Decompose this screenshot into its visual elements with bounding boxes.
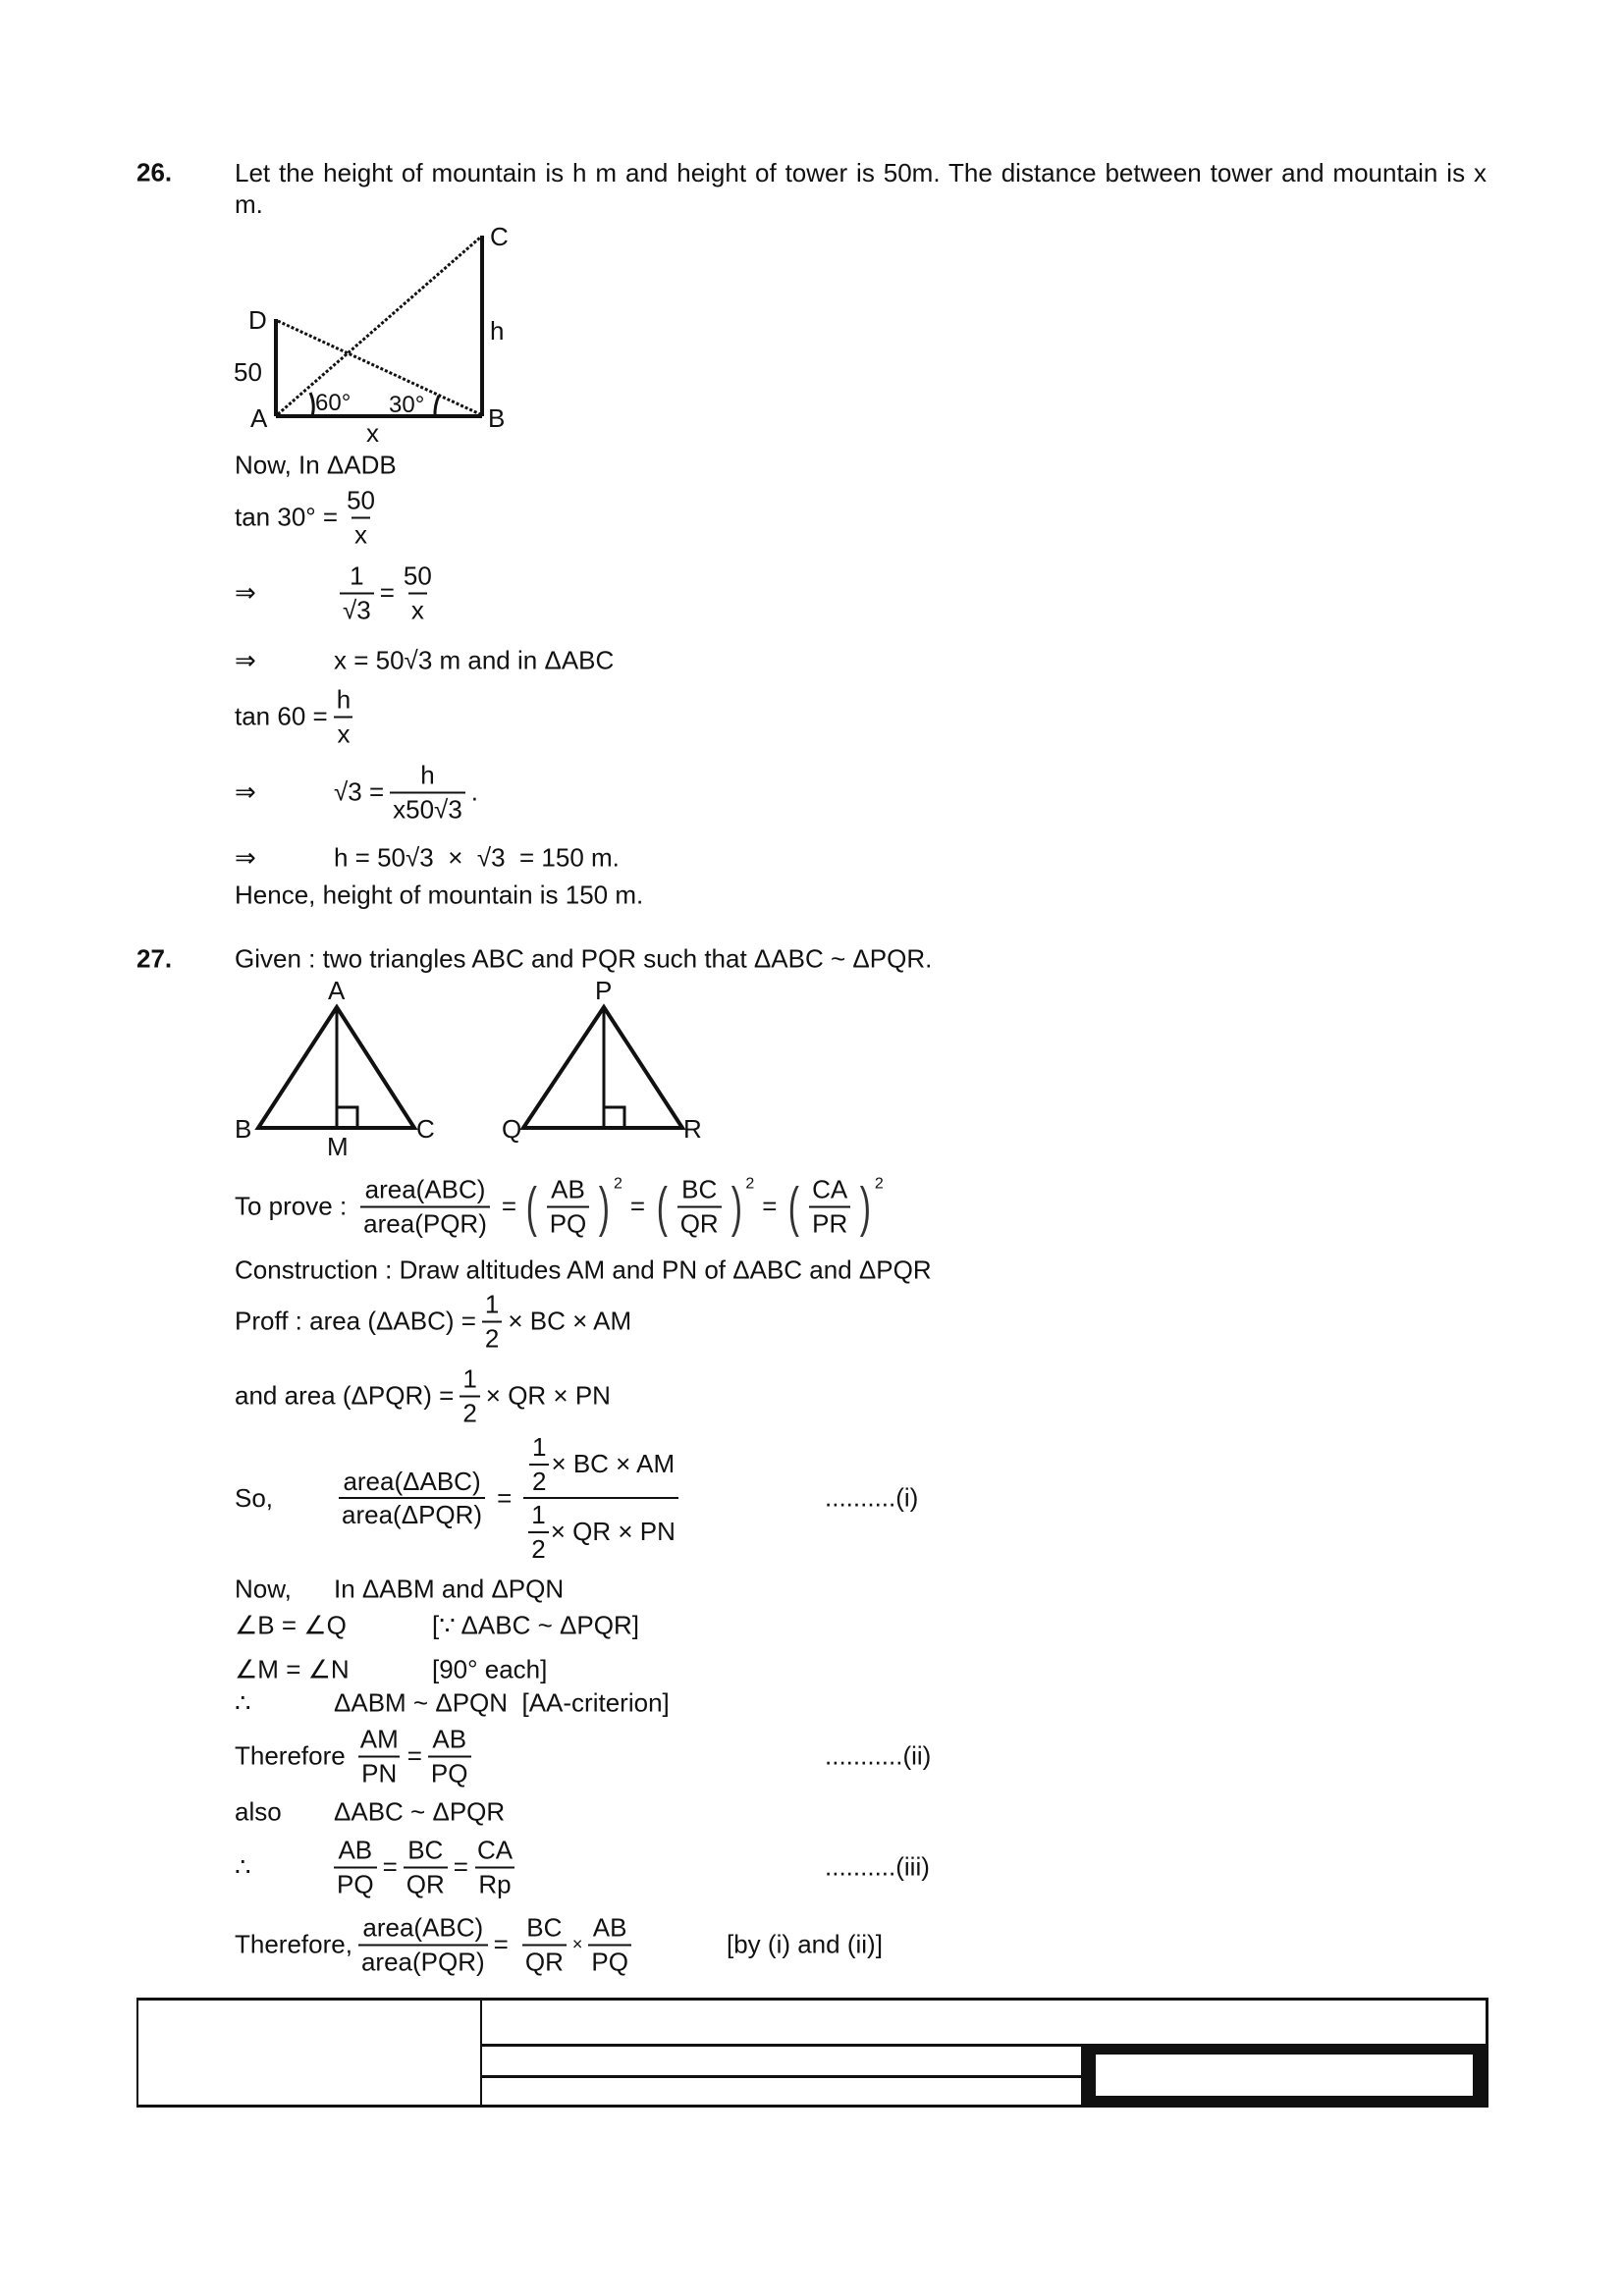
denominator: PQ	[428, 1755, 471, 1789]
also-label: also	[235, 1796, 282, 1827]
q27-proof-1	[235, 1289, 631, 1355]
fraction	[474, 1835, 515, 1900]
equals: =	[629, 1191, 646, 1221]
q27-given: Given : two triangles ABC and PQR such that ΔABC ~ ΔPQR.	[235, 943, 933, 974]
equals: =	[762, 1191, 778, 1221]
therefore-label: Therefore,	[235, 1929, 352, 1959]
period: .	[470, 776, 479, 807]
exponent: 2	[874, 1175, 884, 1193]
bottom-rhs: × QR × PN	[550, 1517, 676, 1547]
fraction	[334, 684, 353, 750]
label-R: R	[683, 1114, 702, 1144]
numerator: AB	[592, 1912, 627, 1943]
fraction	[588, 1912, 631, 1978]
therefore-symbol: ∴	[235, 1687, 251, 1718]
half-den: 2	[528, 1531, 548, 1566]
equation-ref-i: ..........(i)	[825, 1482, 919, 1513]
label-A: A	[328, 976, 346, 1005]
label-30deg: 30°	[389, 392, 425, 418]
q27-final	[235, 1912, 637, 1978]
denominator: PN	[358, 1755, 400, 1789]
step-lhs: √3 =	[334, 776, 385, 807]
numerator: area(ABC)	[362, 1912, 484, 1943]
label-60deg: 60°	[315, 390, 352, 416]
numerator: h	[420, 760, 435, 790]
fraction	[460, 1363, 479, 1429]
fraction	[677, 1174, 722, 1240]
compound-fraction	[523, 1431, 678, 1565]
q27-so	[235, 1431, 684, 1565]
exponent: 2	[613, 1175, 622, 1193]
now-label: Now,	[235, 1574, 292, 1604]
fraction	[357, 1724, 402, 1789]
therefore-label: Therefore	[235, 1740, 346, 1771]
equals: =	[493, 1929, 509, 1959]
proof-rhs: × QR × PN	[485, 1380, 611, 1411]
q27-proof-2	[235, 1363, 611, 1429]
denominator: x	[352, 516, 370, 551]
denominator: area(PQR)	[358, 1944, 488, 1978]
denominator: 2	[482, 1320, 502, 1355]
fraction	[358, 1912, 488, 1978]
reason: [90° each]	[432, 1654, 548, 1684]
denominator: Rp	[475, 1866, 514, 1900]
top-rhs: × BC × AM	[551, 1449, 676, 1479]
numerator: AB	[432, 1724, 467, 1754]
denominator: x50√3	[390, 791, 465, 826]
label-x: x	[366, 418, 379, 448]
equals: =	[382, 1851, 398, 1882]
similar-triangles-diagram	[235, 976, 702, 1161]
proof-rhs: × BC × AM	[508, 1306, 632, 1336]
step-text: x = 50√3 m and in ΔABC	[334, 645, 615, 675]
tan60-label: tan 60 =	[235, 701, 328, 731]
equals: =	[379, 577, 395, 608]
label-h: h	[490, 316, 505, 346]
equation-ref-iii: ..........(iii)	[825, 1851, 930, 1882]
denominator: 2	[460, 1395, 479, 1429]
label-D: D	[248, 305, 267, 335]
numerator: BC	[407, 1835, 444, 1865]
numerator	[524, 1431, 677, 1497]
numerator: 1	[350, 561, 364, 591]
numerator: 50	[347, 485, 376, 515]
fraction	[360, 1174, 490, 1240]
exponent: 2	[745, 1175, 755, 1193]
numerator: BC	[526, 1912, 563, 1943]
denominator: PQ	[547, 1205, 590, 1240]
footer-divider	[480, 2075, 1081, 2078]
denominator: QR	[522, 1944, 567, 1978]
numerator: area(ΔABC)	[343, 1466, 481, 1496]
label-B: B	[488, 403, 506, 433]
fraction	[340, 561, 374, 626]
q26-step-3	[235, 561, 441, 626]
fraction	[809, 1174, 850, 1240]
fraction	[428, 1724, 471, 1789]
denominator: PR	[809, 1205, 850, 1240]
numerator: h	[336, 684, 352, 715]
numerator: 1	[484, 1289, 500, 1319]
q26-step-2	[235, 485, 384, 551]
implies-arrow: ⇒	[235, 776, 256, 807]
denominator	[523, 1497, 678, 1565]
fraction	[547, 1174, 590, 1240]
angle-equality: ∠M = ∠N	[235, 1654, 350, 1684]
equals: =	[406, 1740, 422, 1771]
numerator: AM	[359, 1724, 399, 1754]
q26-step-1: Now, In ΔADB	[235, 450, 397, 480]
q26-conclusion: Hence, height of mountain is 150 m.	[235, 880, 644, 910]
label-C: C	[416, 1114, 435, 1144]
fraction	[522, 1912, 567, 1978]
proof-lhs: Proff : area (ΔABC) =	[235, 1306, 476, 1336]
numerator: area(ABC)	[364, 1174, 486, 1204]
numerator: AB	[338, 1835, 373, 1865]
q27-construction: Construction : Draw altitudes AM and PN of ΔABC and ΔPQR	[235, 1255, 932, 1285]
equals: =	[497, 1482, 513, 1513]
question-number-26: 26.	[136, 157, 173, 187]
denominator: QR	[677, 1205, 722, 1240]
denominator: PQ	[334, 1866, 377, 1900]
label-B: B	[235, 1114, 252, 1144]
label-P: P	[595, 976, 613, 1005]
so-label: So,	[235, 1482, 274, 1513]
step-text: h = 50√3 × √3 = 150 m.	[334, 842, 620, 873]
label-50: 50	[234, 357, 262, 387]
q26-step-7	[235, 843, 620, 874]
fraction	[404, 1835, 448, 1900]
implies-arrow: ⇒	[235, 577, 256, 608]
numerator: CA	[812, 1174, 848, 1204]
q26-step-5	[235, 684, 359, 750]
denominator: x	[334, 716, 352, 750]
fraction	[390, 760, 465, 826]
half-num: 1	[531, 1500, 546, 1529]
angle-equality: ∠B = ∠Q	[235, 1610, 347, 1640]
fraction	[339, 1466, 485, 1531]
numerator: 1	[462, 1363, 477, 1394]
q26-step-4	[235, 646, 614, 676]
equals: =	[501, 1191, 517, 1221]
half-num: 1	[531, 1432, 547, 1462]
fraction	[401, 561, 435, 626]
equation-ref-ii: ...........(ii)	[825, 1740, 932, 1771]
q27-angle-b	[235, 1611, 639, 1641]
similarity-text: ΔABM ~ ΔPQN [AA-criterion]	[334, 1687, 670, 1718]
to-prove-label: To prove :	[235, 1191, 348, 1221]
proof-lhs: and area (ΔPQR) =	[235, 1380, 455, 1411]
q27-to-prove: To prove : $\frac{\text{area(ABC)}}{\text{area(PQR)}}$ = ( $\frac{AB}{PQ}$ ) 2 = ( $\frac{BC}{QR}$ ) 2 = ( $\frac{CA}{PR}$ ) 2	[235, 1174, 884, 1238]
q27-angle-m	[235, 1655, 547, 1685]
q27-ratio-2	[235, 1835, 521, 1900]
q26-intro: Let the height of mountain is h m and height of tower is 50m. The distance between tower and mountain is x m.	[235, 158, 1487, 219]
q27-also	[235, 1797, 505, 1828]
label-A: A	[250, 403, 268, 433]
numerator: AB	[551, 1174, 585, 1204]
label-C: C	[490, 222, 509, 251]
denominator: PQ	[588, 1944, 631, 1978]
equals: =	[453, 1851, 468, 1882]
denominator: area(ΔPQR)	[339, 1497, 485, 1531]
fraction	[334, 1835, 377, 1900]
therefore-symbol: ∴	[235, 1851, 251, 1882]
denominator: area(PQR)	[360, 1205, 490, 1240]
numerator: CA	[476, 1835, 514, 1865]
footer-box-inner	[1096, 2055, 1473, 2096]
label-M: M	[327, 1132, 349, 1161]
final-reason: [by (i) and (ii)]	[727, 1929, 883, 1959]
q26-step-6	[235, 760, 478, 826]
denominator: x	[408, 592, 427, 626]
implies-arrow: ⇒	[235, 645, 256, 675]
half-den: 2	[529, 1464, 549, 1498]
question-number-27: 27.	[136, 943, 173, 974]
q27-therefore-similar	[235, 1688, 670, 1719]
label-Q: Q	[502, 1114, 522, 1144]
denominator: √3	[340, 592, 374, 626]
reason: [∵ ΔABC ~ ΔPQR]	[432, 1610, 639, 1640]
fraction	[482, 1289, 502, 1355]
footer-divider	[480, 1998, 482, 2108]
times: ×	[571, 1934, 583, 1954]
numerator: 50	[403, 561, 432, 591]
fraction	[344, 485, 378, 551]
numerator: BC	[681, 1174, 718, 1204]
q27-ratio	[235, 1724, 477, 1789]
tan30-label: tan 30° =	[235, 502, 339, 532]
denominator: QR	[404, 1866, 448, 1900]
implies-arrow: ⇒	[235, 842, 256, 873]
tower-mountain-diagram	[234, 222, 509, 448]
q27-now	[235, 1575, 564, 1605]
now-text: In ΔABM and ΔPQN	[334, 1574, 565, 1604]
also-text: ΔABC ~ ΔPQR	[334, 1796, 506, 1827]
